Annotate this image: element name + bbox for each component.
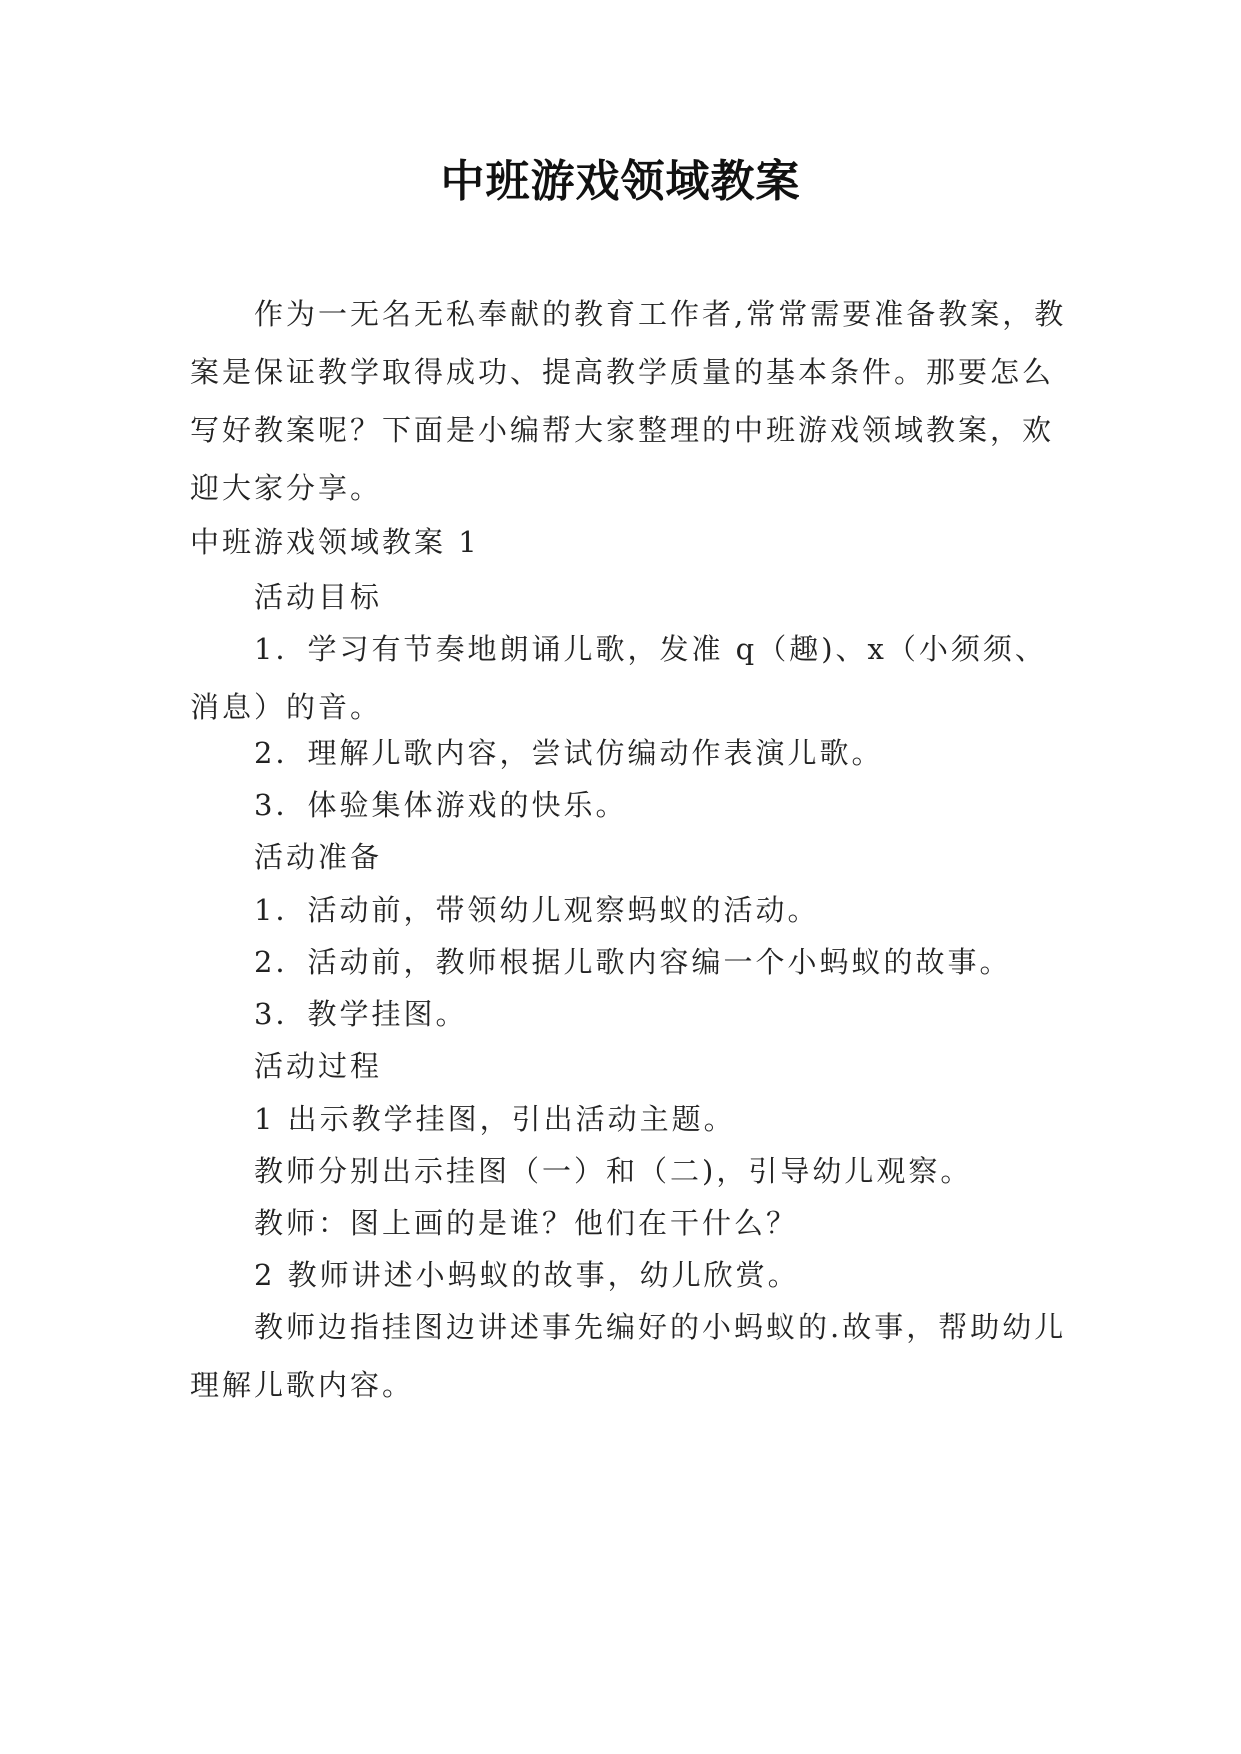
process-step-1-question: 教师：图上画的是谁？他们在干什么？ — [254, 1206, 799, 1240]
prep-item-1: 1．活动前，带领幼儿观察蚂蚁的活动。 — [254, 893, 820, 927]
goal-item-2: 2．理解儿歌内容，尝试仿编动作表演儿歌。 — [254, 736, 884, 770]
process-heading: 活动过程 — [254, 1049, 383, 1083]
section-heading: 中班游戏领域教案 1 — [190, 525, 480, 559]
goal-item-3: 3．体验集体游戏的快乐。 — [254, 788, 628, 822]
goal-item-1: 1．学习有节奏地朗诵儿歌，发准 q（趣)、x（小须须、消息）的音。 — [190, 632, 1047, 724]
prep-item-2: 2．活动前，教师根据儿歌内容编一个小蚂蚁的故事。 — [254, 945, 1012, 979]
process-step-1-detail: 教师分别出示挂图（一）和（二)，引导幼儿观察。 — [254, 1154, 973, 1188]
intro-paragraph: 作为一无名无私奉献的教育工作者,常常需要准备教案，教案是保证教学取得成功、提高教学质量的基本条件。那要怎么写好教案呢？下面是小编帮大家整理的中班游戏领域教案，欢迎大家分享。 — [190, 297, 1067, 505]
prep-heading: 活动准备 — [254, 840, 383, 874]
goal-heading: 活动目标 — [254, 580, 383, 614]
process-step-1: 1 出示教学挂图，引出活动主题。 — [254, 1102, 736, 1136]
document-title: 中班游戏领域教案 — [440, 156, 801, 207]
prep-item-3: 3．教学挂图。 — [254, 997, 468, 1031]
process-step-2: 2 教师讲述小蚂蚁的故事，幼儿欣赏。 — [254, 1258, 800, 1292]
process-step-2-detail: 教师边指挂图边讲述事先编好的小蚂蚁的.故事，帮助幼儿理解儿歌内容。 — [190, 1310, 1067, 1402]
